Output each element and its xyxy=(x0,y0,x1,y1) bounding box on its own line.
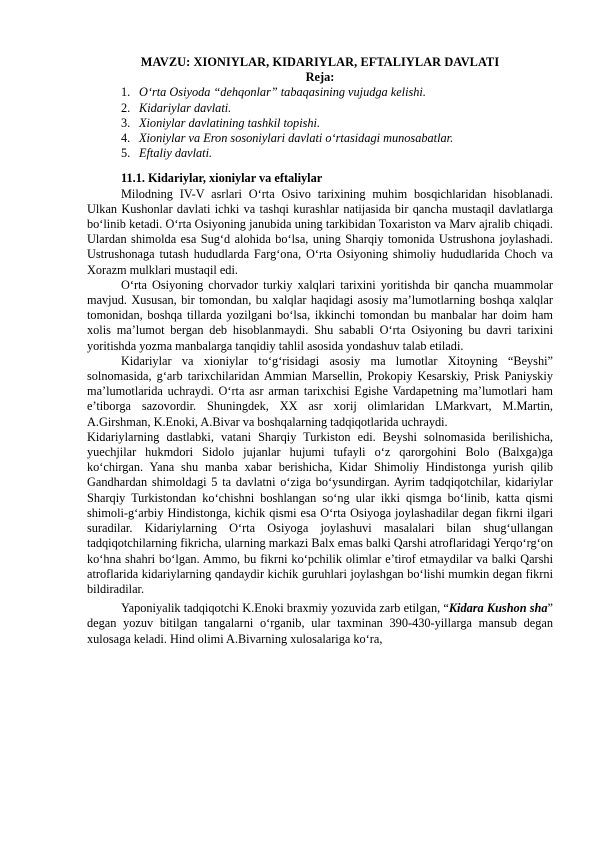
plan-heading: Reja: xyxy=(305,70,335,85)
plan-item xyxy=(121,146,553,161)
plan-item-text: Xioniylar va Eron sosoniylari davlati o‘rtasidagi munosabatlar. xyxy=(139,131,454,146)
plan-item-text: Xioniylar davlatining tashkil topishi. xyxy=(139,115,321,130)
plan-item xyxy=(121,116,553,131)
paragraph-text: ” degan yozuv bitilgan tangalarni o‘rganib, ular taxminan 390-430-yillarga mansub degan xulosaga keladi. Hind olimi A.Bivarning xulosalariga ko‘ra, xyxy=(87,601,553,646)
body-paragraph: Kidariylarning dastlabki, vatani Sharqiy Turkiston edi. Beyshi solnomasida berilishicha, yuechjilar hukmdori Sidolo jujanlar hujumi tufayli o‘z qarorgohini Bolo (Balxga)ga ko‘chirgan. Yana shu manba xabar berishicha, Kidar Shimoliy Hindistonga yurish qilib Gandhardan shimoldagi 5 ta davlatni o‘ziga bo‘ysundirgan. Ayrim tadqiqotchilar, kidariylar Sharqiy Turkistondan ko‘chishni boshlangan so‘ng ular ikki qismga bo‘linib, katta qismi shimoli-g‘arbiy Hindistonga, kichik qismi esa O‘rta Osiyoga joylashadilar degan fikrni ilgari suradilar. Kidariylarning O‘rta Osiyoga joylashuvi masalalari bilan shug‘ullangan tadqiqotchilarning fikricha, ularning markazi Balx emas balki Qarshi atroflaridagi Yerqo‘rg‘on ko‘hna shahri bo‘lgan. Ammo, bu fikrni ko‘pchilik olimlar e’tirof etmaydilar va balki Qarshi atroflarida kidariylarning qandaydir kichik guruhlari joylashgan bo‘lishi mumkin degan fikrni bildiradilar. xyxy=(87,429,553,596)
plan-item-text: Eftaliy davlati. xyxy=(139,146,213,161)
body-paragraph: Kidariylar va xioniylar to‘g‘risidagi asosiy ma lumotlar Xitoyning “Beyshi” solnomasida, g‘arb tarixchilaridan Ammian Marsellin, Prokopiy Kesarskiy, Prisk Paniyskiy ma’lumotlarida uchraydi. O‘rta asr arman tarixchisi Egishe Vardapetning ma’lumotlari ham e’tiborga sazovordir. Shuningdek, XX asr xorij olimlaridan LMarkvart, M.Martin, A.Girshman, K.Enoki, A.Bivar va boshqalarning tadqiqotlarida uchraydi. xyxy=(87,353,553,429)
plan-item-text: Kidariylar davlati. xyxy=(139,100,232,115)
section-heading: 11.1. Kidariylar, xioniylar va eftaliylar xyxy=(121,171,323,186)
plan-item-text: O‘rta Osiyoda “dehqonlar” tabaqasining vujudga kelishi. xyxy=(139,85,426,100)
emphasized-text: Kidara Kushon sha xyxy=(448,601,548,616)
paragraph-text: Yaponiyalik tadqiqotchi K.Enoki braxmiy yozuvida zarb etilgan, “ xyxy=(121,601,449,616)
plan-item-number: 1. xyxy=(121,85,131,100)
plan-item xyxy=(121,85,553,100)
body-paragraph: Milodning IV-V asrlari O‘rta Osivo tarixining muhim bosqichlaridan hisoblanadi. Ulkan Kushonlar davlati ichki va tashqi kurashlar natijasida bir qancha mustaqil davlatlarga bo‘linib ketadi. O‘rta Osiyoning janubida uning tarkibidan Toxariston va Marv ajralib chiqadi. Ulardan shimolda esa Sug‘d alohida bo‘lsa, uning Sharqiy tomonida Ustrushona joylashadi. Ustrushonaga tutash hududlarda Farg‘ona, O‘rta Osiyoning shimoliy hududlarida Choch va Xorazm mulklari mustaqil edi. xyxy=(87,186,553,277)
plan-item xyxy=(121,101,553,116)
plan-item xyxy=(121,131,553,146)
body-paragraph-last xyxy=(87,601,553,647)
body-paragraph: O‘rta Osiyoning chorvador turkiy xalqlari tarixini yoritishda bir qancha muammolar mavjud. Xususan, bir tomondan, bu xalqlar haqidagi asosiy ma’lumotlarning boshqa xalqlar tomonidan, boshqa tillarda yozilgani bo‘lsa, ikkinchi tomondan bu manbalar har doim ham xolis ma’lumot bergan deb hisoblanmaydi. Shu sababli O‘rta Osiyoning bu davri tarixini yoritishda yozma manbalarga tanqidiy tahlil asosida yondashuv talab etiladi. xyxy=(87,277,553,353)
plan-item-number: 2. xyxy=(121,100,131,115)
document-title: MAVZU: XIONIYLAR, KIDARIYLAR, EFTALIYLAR DAVLATI xyxy=(140,55,500,69)
plan-item-number: 3. xyxy=(121,115,131,130)
plan-item-number: 4. xyxy=(121,131,131,146)
plan-item-number: 5. xyxy=(121,146,131,161)
plan-list xyxy=(87,85,553,161)
document-page xyxy=(87,55,553,647)
